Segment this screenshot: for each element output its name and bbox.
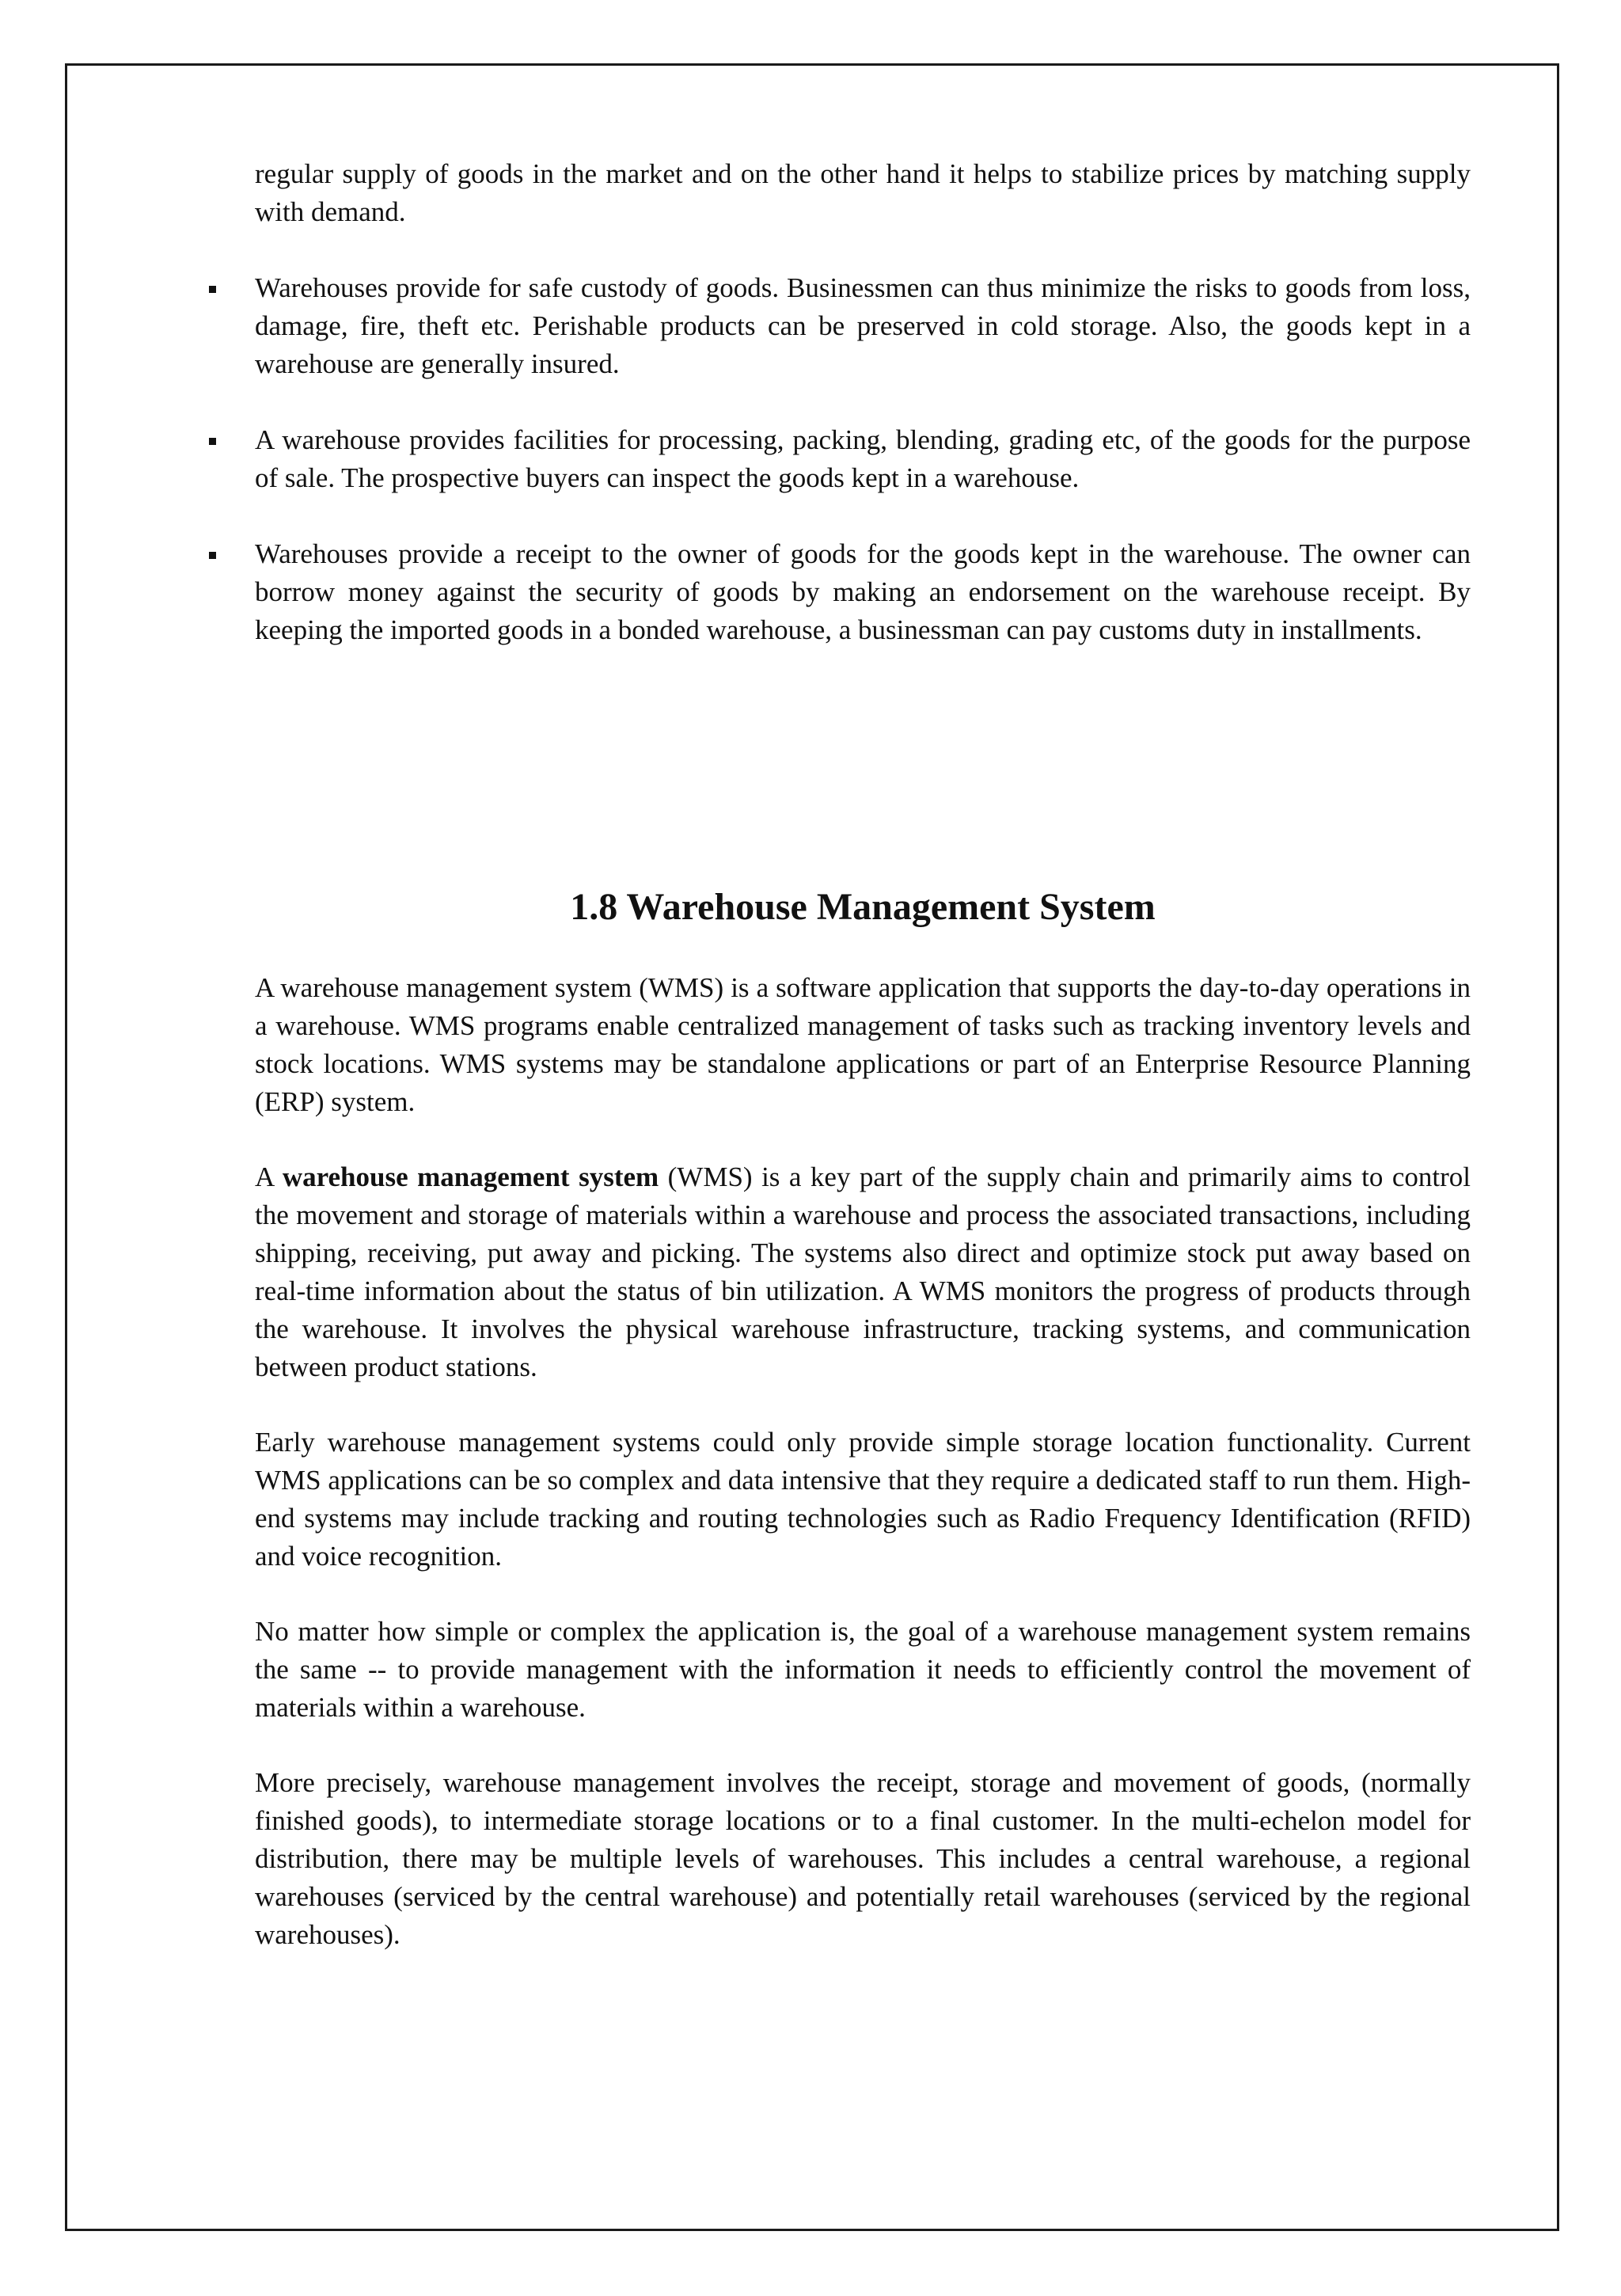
square-bullet-icon — [209, 552, 216, 559]
section-paragraph — [255, 1158, 1471, 1386]
bullet-text: Warehouses provide a receipt to the owner of goods for the goods kept in the warehouse. The owner can borrow money against the security of goods by making an endorsement on the warehouse receipt. By keeping the imported goods in a bonded warehouse, a businessman can pay customs duty in installments. — [255, 538, 1471, 645]
bold-term: warehouse management system — [282, 1161, 659, 1192]
paragraph-text: (WMS) is a key part of the supply chain and primarily aims to control the movement and storage of materials within a warehouse and process the associated transactions, including shipping, receiving, put away and picking. The systems also direct and optimize stock put away based on real-time information about the status of bin utilization. A WMS monitors the progress of products through the warehouse. It involves the physical warehouse infrastructure, tracking systems, and communication between product stations. — [255, 1161, 1471, 1382]
bullet-item — [255, 535, 1471, 649]
paragraph-lead: A — [255, 1161, 283, 1192]
section-paragraph: More precisely, warehouse management involves the receipt, storage and movement of goods, (normally finished goods), to intermediate storage locations or to a final customer. In the multi-echelon model for distribution, there may be multiple levels of warehouses. This includes a central warehouse, a regional warehouses (serviced by the central warehouse) and potentially retail warehouses (serviced by the regional warehouses). — [255, 1767, 1471, 1950]
section-paragraph: No matter how simple or complex the application is, the goal of a warehouse management system remains the same -- to provide management with the information it needs to efficiently control the movement of materials within a warehouse. — [255, 1616, 1471, 1723]
bullet-text: Warehouses provide for safe custody of goods. Businessmen can thus minimize the risks to goods from loss, damage, fire, theft etc. Perishable products can be preserved in cold storage. Also, the goods kept in a warehouse are generally insured. — [255, 272, 1471, 379]
page-content — [255, 155, 1471, 1954]
bullet-item — [255, 421, 1471, 497]
square-bullet-icon — [209, 438, 216, 445]
section-paragraph: A warehouse management system (WMS) is a software application that supports the day-to-day operations in a warehouse. WMS programs enable centralized management of tasks such as tracking inventory levels and stock locations. WMS systems may be standalone applications or part of an Enterprise Resource Planning (ERP) system. — [255, 972, 1471, 1117]
bullet-text: A warehouse provides facilities for processing, packing, blending, grading etc, of the goods for the purpose of sale. The prospective buyers can inspect the goods kept in a warehouse. — [255, 424, 1471, 493]
bullet-list — [255, 269, 1471, 649]
square-bullet-icon — [209, 286, 216, 293]
bullet-item — [255, 269, 1471, 383]
section-heading: 1.8 Warehouse Management System — [570, 886, 1156, 928]
continuation-paragraph: regular supply of goods in the market and on the other hand it helps to stabilize prices by matching supply with demand. — [255, 158, 1471, 227]
section-paragraph: Early warehouse management systems could only provide simple storage location functionality. Current WMS applications can be so complex and data intensive that they require a dedicated staff to run them. High-end systems may include tracking and routing technologies such as Radio Frequency Identification (RFID) and voice recognition. — [255, 1427, 1471, 1572]
